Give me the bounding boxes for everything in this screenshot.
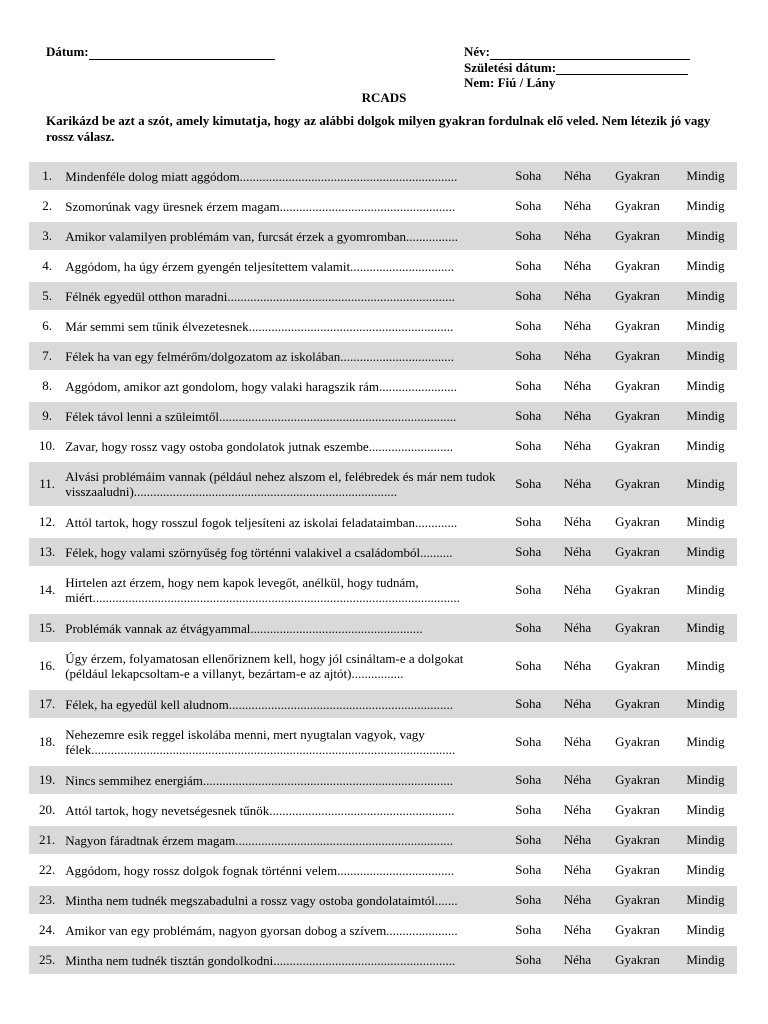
- item-number: 11.: [29, 462, 65, 506]
- questionnaire-table: [29, 160, 737, 976]
- item-number: 20.: [38, 802, 56, 817]
- item-text: Aggódom, amikor azt gondolom, hogy valaki haragszik rám........................: [65, 378, 457, 394]
- item-text: Alvási problémáim vannak (például nehez alszom el, felébredek és már nem tudok visszaaludni).................................................................................: [65, 462, 503, 506]
- item-text: Úgy érzem, folyamatosan ellenőriznem kell, hogy jól csináltam-e a dolgokat (például lekapcsoltam-e a villanyt, bezártam-e az ajtót)................: [65, 651, 464, 681]
- answer-option-gyakran[interactable]: Gyakran: [601, 766, 674, 794]
- answer-option-soha[interactable]: Soha: [515, 198, 542, 213]
- answer-option-soha[interactable]: Soha: [515, 258, 542, 273]
- table-row: [29, 886, 737, 914]
- item-number: 10.: [38, 438, 56, 453]
- answer-option-soha[interactable]: Soha: [503, 946, 554, 974]
- answer-option-néha[interactable]: Néha: [554, 886, 601, 914]
- answer-option-soha[interactable]: Soha: [515, 922, 542, 937]
- table-row: [29, 946, 737, 974]
- answer-option-mindig[interactable]: Mindig: [674, 886, 737, 914]
- answer-option-néha[interactable]: Néha: [563, 318, 592, 333]
- table-row: [29, 462, 737, 506]
- answer-option-mindig[interactable]: Mindig: [674, 342, 737, 370]
- answer-option-gyakran[interactable]: Gyakran: [615, 582, 660, 597]
- answer-option-mindig[interactable]: Mindig: [674, 462, 737, 506]
- answer-option-gyakran[interactable]: Gyakran: [601, 222, 674, 250]
- item-number: 13.: [29, 538, 65, 566]
- table-row: [29, 856, 737, 884]
- answer-option-mindig[interactable]: Mindig: [674, 826, 737, 854]
- item-text: Szomorúnak vagy üresnek érzem magam......................................................: [65, 198, 456, 214]
- item-text: Nehezemre esik reggel iskolába menni, mert nyugtalan vagyok, vagy félek................................................................................................................: [65, 727, 456, 757]
- answer-option-mindig[interactable]: Mindig: [686, 862, 725, 877]
- answer-option-néha[interactable]: Néha: [563, 658, 592, 673]
- table-row: [29, 916, 737, 944]
- date-line[interactable]: [89, 47, 275, 60]
- answer-option-gyakran[interactable]: Gyakran: [601, 342, 674, 370]
- answer-option-mindig[interactable]: Mindig: [674, 538, 737, 566]
- answer-option-gyakran[interactable]: Gyakran: [601, 614, 674, 642]
- answer-option-mindig[interactable]: Mindig: [674, 282, 737, 310]
- item-number: 12.: [38, 514, 56, 529]
- item-text: Hirtelen azt érzem, hogy nem kapok levegőt, anélkül, hogy tudnám, miért.................................................................................................................: [65, 575, 460, 605]
- item-number: 1.: [29, 162, 65, 190]
- answer-option-soha[interactable]: Soha: [515, 378, 542, 393]
- answer-option-mindig[interactable]: Mindig: [674, 946, 737, 974]
- answer-option-gyakran[interactable]: Gyakran: [601, 826, 674, 854]
- answer-option-gyakran[interactable]: Gyakran: [601, 886, 674, 914]
- answer-option-mindig[interactable]: Mindig: [686, 514, 725, 529]
- item-text: Félek, ha egyedül kell aludnom.....................................................................: [65, 690, 503, 718]
- table-row: [29, 252, 737, 280]
- answer-option-néha[interactable]: Néha: [554, 946, 601, 974]
- birth-date-line[interactable]: [556, 62, 688, 75]
- item-text: Mindenféle dolog miatt aggódom...................................................................: [65, 162, 503, 190]
- answer-option-mindig[interactable]: Mindig: [674, 766, 737, 794]
- item-number: 19.: [29, 766, 65, 794]
- answer-option-mindig[interactable]: Mindig: [686, 734, 725, 749]
- answer-option-soha[interactable]: Soha: [503, 222, 554, 250]
- item-number: 21.: [29, 826, 65, 854]
- answer-option-mindig[interactable]: Mindig: [686, 582, 725, 597]
- table-row: [29, 796, 737, 824]
- table-row: [29, 162, 737, 190]
- table-row: [29, 192, 737, 220]
- table-row: [29, 644, 737, 688]
- birth-date-label: Születési dátum:: [464, 59, 557, 75]
- answer-option-soha[interactable]: Soha: [515, 438, 542, 453]
- answer-option-néha[interactable]: Néha: [563, 862, 592, 877]
- answer-option-soha[interactable]: Soha: [503, 614, 554, 642]
- answer-option-soha[interactable]: Soha: [503, 690, 554, 718]
- answer-option-néha[interactable]: Néha: [554, 402, 601, 430]
- answer-option-néha[interactable]: Néha: [554, 614, 601, 642]
- item-text: Félek távol lenni a szüleimtől.........................................................................: [65, 402, 503, 430]
- item-text: Nincs semmihez energiám.............................................................................: [65, 766, 503, 794]
- answer-option-soha[interactable]: Soha: [503, 538, 554, 566]
- answer-option-mindig[interactable]: Mindig: [686, 258, 725, 273]
- answer-option-mindig[interactable]: Mindig: [674, 690, 737, 718]
- answer-option-néha[interactable]: Néha: [563, 438, 592, 453]
- answer-option-soha[interactable]: Soha: [515, 318, 542, 333]
- table-row: [29, 432, 737, 460]
- personal-fields: [464, 44, 690, 91]
- answer-option-gyakran[interactable]: Gyakran: [615, 198, 660, 213]
- answer-option-mindig[interactable]: Mindig: [686, 318, 725, 333]
- table-row: [29, 402, 737, 430]
- item-text: Attól tartok, hogy nevetségesnek tűnök.........................................................: [65, 802, 455, 818]
- answer-option-mindig[interactable]: Mindig: [686, 378, 725, 393]
- item-text: Nagyon fáradtnak érzem magam...................................................................: [65, 826, 503, 854]
- table-row: [29, 508, 737, 536]
- answer-option-mindig[interactable]: Mindig: [674, 614, 737, 642]
- item-text: Félek ha van egy felmérőm/dolgozatom az iskolában...................................: [65, 342, 503, 370]
- item-text: Aggódom, ha úgy érzem gyengén teljesítettem valamit................................: [65, 258, 455, 274]
- answer-option-mindig[interactable]: Mindig: [686, 198, 725, 213]
- item-number: 5.: [29, 282, 65, 310]
- answer-option-soha[interactable]: Soha: [503, 826, 554, 854]
- answer-option-néha[interactable]: Néha: [554, 462, 601, 506]
- item-number: 7.: [29, 342, 65, 370]
- item-number: 25.: [29, 946, 65, 974]
- answer-option-gyakran[interactable]: Gyakran: [615, 734, 660, 749]
- table-row: [29, 614, 737, 642]
- item-text: Amikor valamilyen problémám van, furcsát érzek a gyomromban................: [65, 222, 503, 250]
- answer-option-néha[interactable]: Néha: [554, 826, 601, 854]
- answer-option-néha[interactable]: Néha: [554, 538, 601, 566]
- answer-option-mindig[interactable]: Mindig: [674, 162, 737, 190]
- answer-option-néha[interactable]: Néha: [563, 922, 592, 937]
- answer-option-soha[interactable]: Soha: [515, 582, 542, 597]
- item-number: 9.: [29, 402, 65, 430]
- item-number: 15.: [29, 614, 65, 642]
- answer-option-gyakran[interactable]: Gyakran: [615, 658, 660, 673]
- date-field: [46, 44, 275, 60]
- item-number: 23.: [29, 886, 65, 914]
- item-text: Félnék egyedül otthon maradni......................................................................: [65, 282, 503, 310]
- item-text: Amikor van egy problémám, nagyon gyorsan dobog a szívem......................: [65, 922, 458, 938]
- item-number: 6.: [42, 318, 52, 333]
- table-row: [29, 568, 737, 612]
- answer-option-gyakran[interactable]: Gyakran: [615, 514, 660, 529]
- answer-option-néha[interactable]: Néha: [563, 378, 592, 393]
- table-row: [29, 538, 737, 566]
- item-number: 18.: [38, 734, 56, 749]
- item-text: Már semmi sem tűnik élvezetesnek...............................................................: [65, 318, 454, 334]
- answer-option-gyakran[interactable]: Gyakran: [601, 282, 674, 310]
- item-number: 16.: [38, 658, 56, 673]
- answer-option-néha[interactable]: Néha: [563, 514, 592, 529]
- table-row: [29, 312, 737, 340]
- table-row: [29, 222, 737, 250]
- answer-option-gyakran[interactable]: Gyakran: [615, 318, 660, 333]
- answer-option-soha[interactable]: Soha: [515, 802, 542, 817]
- answer-option-gyakran[interactable]: Gyakran: [601, 162, 674, 190]
- answer-option-gyakran[interactable]: Gyakran: [615, 378, 660, 393]
- table-row: [29, 372, 737, 400]
- answer-option-mindig[interactable]: Mindig: [674, 222, 737, 250]
- answer-option-mindig[interactable]: Mindig: [686, 802, 725, 817]
- answer-option-soha[interactable]: Soha: [515, 734, 542, 749]
- answer-option-gyakran[interactable]: Gyakran: [601, 946, 674, 974]
- answer-option-soha[interactable]: Soha: [503, 766, 554, 794]
- name-label: Név:: [464, 44, 490, 59]
- item-number: 3.: [29, 222, 65, 250]
- answer-option-soha[interactable]: Soha: [503, 462, 554, 506]
- answer-option-mindig[interactable]: Mindig: [674, 402, 737, 430]
- answer-option-néha[interactable]: Néha: [554, 690, 601, 718]
- answer-option-néha[interactable]: Néha: [554, 162, 601, 190]
- table-row: [29, 826, 737, 854]
- item-text: Zavar, hogy rossz vagy ostoba gondolatok jutnak eszembe..........................: [65, 438, 454, 454]
- page-title: RCADS: [361, 90, 407, 105]
- answer-option-soha[interactable]: Soha: [503, 162, 554, 190]
- table-row: [29, 720, 737, 764]
- table-row: [29, 282, 737, 310]
- item-number: 24.: [38, 922, 56, 937]
- answer-option-gyakran[interactable]: Gyakran: [601, 462, 674, 506]
- table-row: [29, 342, 737, 370]
- answer-option-soha[interactable]: Soha: [503, 342, 554, 370]
- answer-option-gyakran[interactable]: Gyakran: [615, 922, 660, 937]
- answer-option-néha[interactable]: Néha: [563, 198, 592, 213]
- item-number: 4.: [42, 258, 52, 273]
- answer-option-néha[interactable]: Néha: [563, 258, 592, 273]
- answer-option-néha[interactable]: Néha: [563, 734, 592, 749]
- answer-option-gyakran[interactable]: Gyakran: [601, 402, 674, 430]
- item-number: 14.: [38, 582, 56, 597]
- answer-option-néha[interactable]: Néha: [554, 766, 601, 794]
- answer-option-gyakran[interactable]: Gyakran: [615, 258, 660, 273]
- instructions: Karikázd be azt a szót, amely kimutatja, hogy az alábbi dolgok milyen gyakran fordulnak elő veled. Nem létezik jó vagy rossz válasz.: [46, 113, 711, 144]
- answer-option-gyakran[interactable]: Gyakran: [615, 438, 660, 453]
- answer-option-néha[interactable]: Néha: [554, 282, 601, 310]
- answer-option-soha[interactable]: Soha: [515, 514, 542, 529]
- answer-option-gyakran[interactable]: Gyakran: [615, 802, 660, 817]
- date-label: Dátum:: [46, 44, 89, 59]
- answer-option-soha[interactable]: Soha: [503, 402, 554, 430]
- item-text: Félek, hogy valami szörnyűség fog történni valakivel a családomból..........: [65, 538, 503, 566]
- name-line[interactable]: [490, 47, 690, 60]
- answer-option-gyakran[interactable]: Gyakran: [615, 862, 660, 877]
- answer-option-mindig[interactable]: Mindig: [686, 658, 725, 673]
- item-text: Mintha nem tudnék tisztán gondolkodni........................................................: [65, 946, 503, 974]
- item-number: 17.: [29, 690, 65, 718]
- answer-option-gyakran[interactable]: Gyakran: [601, 690, 674, 718]
- answer-option-soha[interactable]: Soha: [503, 886, 554, 914]
- item-text: Problémák vannak az étvágyammal.....................................................: [65, 614, 503, 642]
- sex-label: Nem: Fiú / Lány: [464, 75, 556, 90]
- item-text: Attól tartok, hogy rosszul fogok teljesíteni az iskolai feladataimban.............: [65, 514, 458, 530]
- table-row: [29, 766, 737, 794]
- item-text: Mintha nem tudnék megszabadulni a rossz vagy ostoba gondolataimtól.......: [65, 886, 503, 914]
- answer-option-néha[interactable]: Néha: [563, 582, 592, 597]
- answer-option-néha[interactable]: Néha: [554, 222, 601, 250]
- item-number: 2.: [42, 198, 52, 213]
- answer-option-gyakran[interactable]: Gyakran: [601, 538, 674, 566]
- answer-option-soha[interactable]: Soha: [515, 862, 542, 877]
- answer-option-soha[interactable]: Soha: [503, 282, 554, 310]
- item-number: 22.: [38, 862, 56, 877]
- item-number: 8.: [42, 378, 52, 393]
- answer-option-soha[interactable]: Soha: [515, 658, 542, 673]
- item-text: Aggódom, hogy rossz dolgok fognak történni velem....................................: [65, 862, 455, 878]
- answer-option-mindig[interactable]: Mindig: [686, 438, 725, 453]
- answer-option-mindig[interactable]: Mindig: [686, 922, 725, 937]
- answer-option-néha[interactable]: Néha: [563, 802, 592, 817]
- answer-option-néha[interactable]: Néha: [554, 342, 601, 370]
- table-row: [29, 690, 737, 718]
